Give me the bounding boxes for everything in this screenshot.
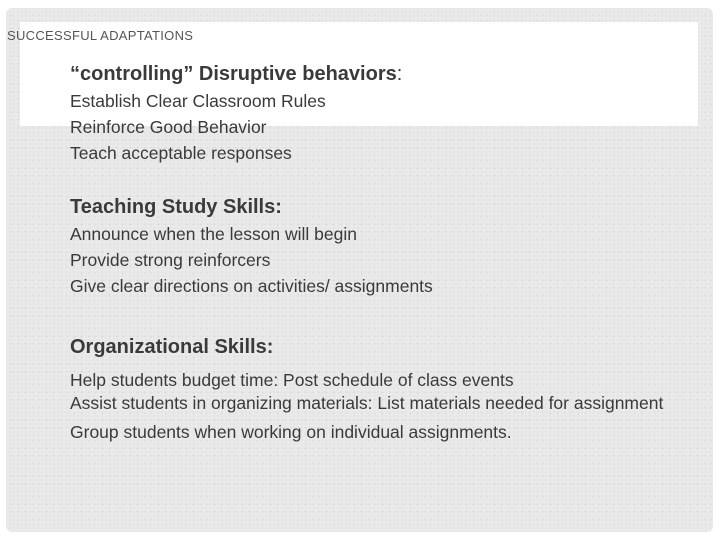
section-heading xyxy=(70,60,680,88)
section-disruptive-behaviors xyxy=(70,60,680,166)
list-item: Give clear directions on activities/ assignments xyxy=(70,276,433,296)
section-heading: Organizational Skills: xyxy=(70,336,274,358)
section-label: SUCCESSFUL ADAPTATIONS xyxy=(7,28,194,43)
list-item: Provide strong reinforcers xyxy=(70,250,271,270)
section-study-skills xyxy=(70,193,680,299)
list-item: Help students budget time: Post schedule of class events xyxy=(70,370,514,390)
list-item: Establish Clear Classroom Rules xyxy=(70,91,326,111)
list-item: Teach acceptable responses xyxy=(70,143,292,163)
list-item: Announce when the lesson will begin xyxy=(70,224,357,244)
list-item: Reinforce Good Behavior xyxy=(70,117,267,137)
list-item: Group students when working on individual assignments. xyxy=(70,422,512,442)
section-heading: Teaching Study Skills: xyxy=(70,196,282,218)
list-item: Assist students in organizing materials: List materials needed for assignment xyxy=(70,393,664,413)
slide-content xyxy=(70,58,680,445)
section-heading-colon: : xyxy=(396,63,403,85)
section-heading-text: “controlling” Disruptive behaviors xyxy=(70,63,397,85)
section-organizational-skills xyxy=(70,333,680,445)
